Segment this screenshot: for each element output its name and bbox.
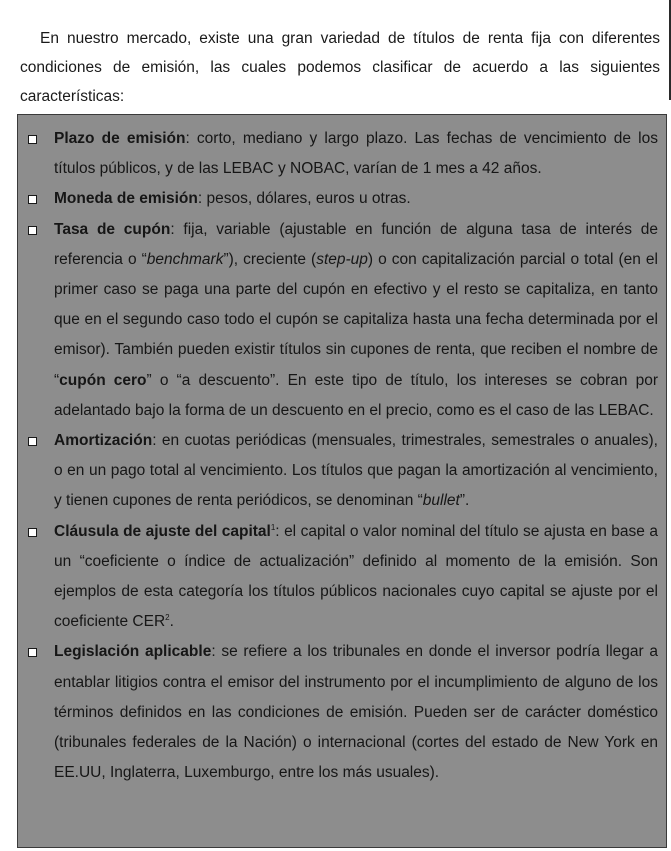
footnote-mark: 1 (270, 522, 276, 532)
item-text: : corto, mediano y largo plazo. Las fechas de vencimiento de los títulos públicos, y de las LEBAC y NOBAC, varían de 1 mes a 42 años. (54, 130, 658, 178)
list-item-amortizacion (18, 426, 666, 517)
item-text: : fija, variable (ajustable en función de alguna tasa de interés de referencia o “ (54, 220, 658, 268)
list-item-legislacion (18, 637, 666, 788)
item-text: ) o con capitalización parcial o total (en el primer caso se paga una parte del cupón en efectivo y el resto se capitaliza, en tanto que en el segundo caso todo el cupón se capitaliza hasta una fecha determinada por el emisor). También pueden existir títulos sin cupones de renta, que reciben el nombre de “ (54, 250, 658, 389)
item-term: Plazo de emisión (54, 130, 186, 147)
list-item-tasa (18, 215, 666, 426)
square-bullet-icon (28, 648, 37, 657)
item-text: : pesos, dólares, euros u otras. (197, 190, 411, 208)
item-term: Tasa de cupón (54, 220, 171, 238)
list-item-moneda (18, 184, 666, 214)
item-text: ”), creciente ( (223, 250, 317, 268)
item-term: Amortización (54, 432, 153, 450)
list-item-clausula (18, 517, 666, 638)
square-bullet-icon (28, 226, 37, 235)
item-text: : el capital o valor nominal del título se ajusta en base a un “coeficiente o índice de actualización” definido al momento de la emisión. Son ejemplos de esta categoría los títulos públicos nacionales cuyo capital se ajuste por el coeficiente CER (54, 522, 658, 631)
item-term: Cláusula de ajuste del capital (54, 522, 271, 540)
characteristics-box (17, 114, 667, 848)
item-italic: step-up (316, 250, 368, 268)
item-text: ” o “a descuento”. En este tipo de título, los intereses se cobran por adelantado bajo la forma de un descuento en el precio, como es el caso de las LEBAC. (54, 371, 658, 419)
list-item-plazo (18, 124, 666, 184)
characteristics-list (18, 124, 666, 788)
square-bullet-icon (28, 195, 37, 204)
item-text: : se refiere a los tribunales en donde el inversor podría llegar a entablar litigios contra el emisor del instrumento por el incumplimiento de alguno de los términos definidos en las condiciones de emisión. Pueden ser de carácter doméstico (tribunales federales de la Nación) o internacional (cortes del estado de New York en EE.UU, Inglaterra, Luxemburgo, entre los más usuales). (54, 643, 658, 782)
item-text: . (169, 613, 174, 631)
square-bullet-icon (28, 437, 37, 446)
square-bullet-icon (28, 135, 37, 144)
item-term: Legislación aplicable (54, 643, 212, 661)
item-text: ”. (459, 492, 470, 510)
footnote-mark: 2 (165, 613, 170, 623)
item-text: : en cuotas periódicas (mensuales, trimestrales, semestrales o anuales), o en un pago total al vencimiento. Los títulos que pagan la amortización al vencimiento, y tienen cupones de renta periódicos, se denominan “ (54, 432, 658, 510)
item-italic: benchmark (146, 250, 224, 268)
item-term: Moneda de emisión (54, 190, 198, 208)
intro-paragraph (20, 24, 660, 111)
item-italic: bullet (422, 492, 460, 510)
item-bold: cupón cero (59, 371, 147, 389)
square-bullet-icon (28, 528, 37, 537)
intro-text: En nuestro mercado, existe una gran variedad de títulos de renta fija con diferentes condiciones de emisión, las cuales podemos clasificar de acuerdo a las siguientes características: (20, 29, 660, 105)
